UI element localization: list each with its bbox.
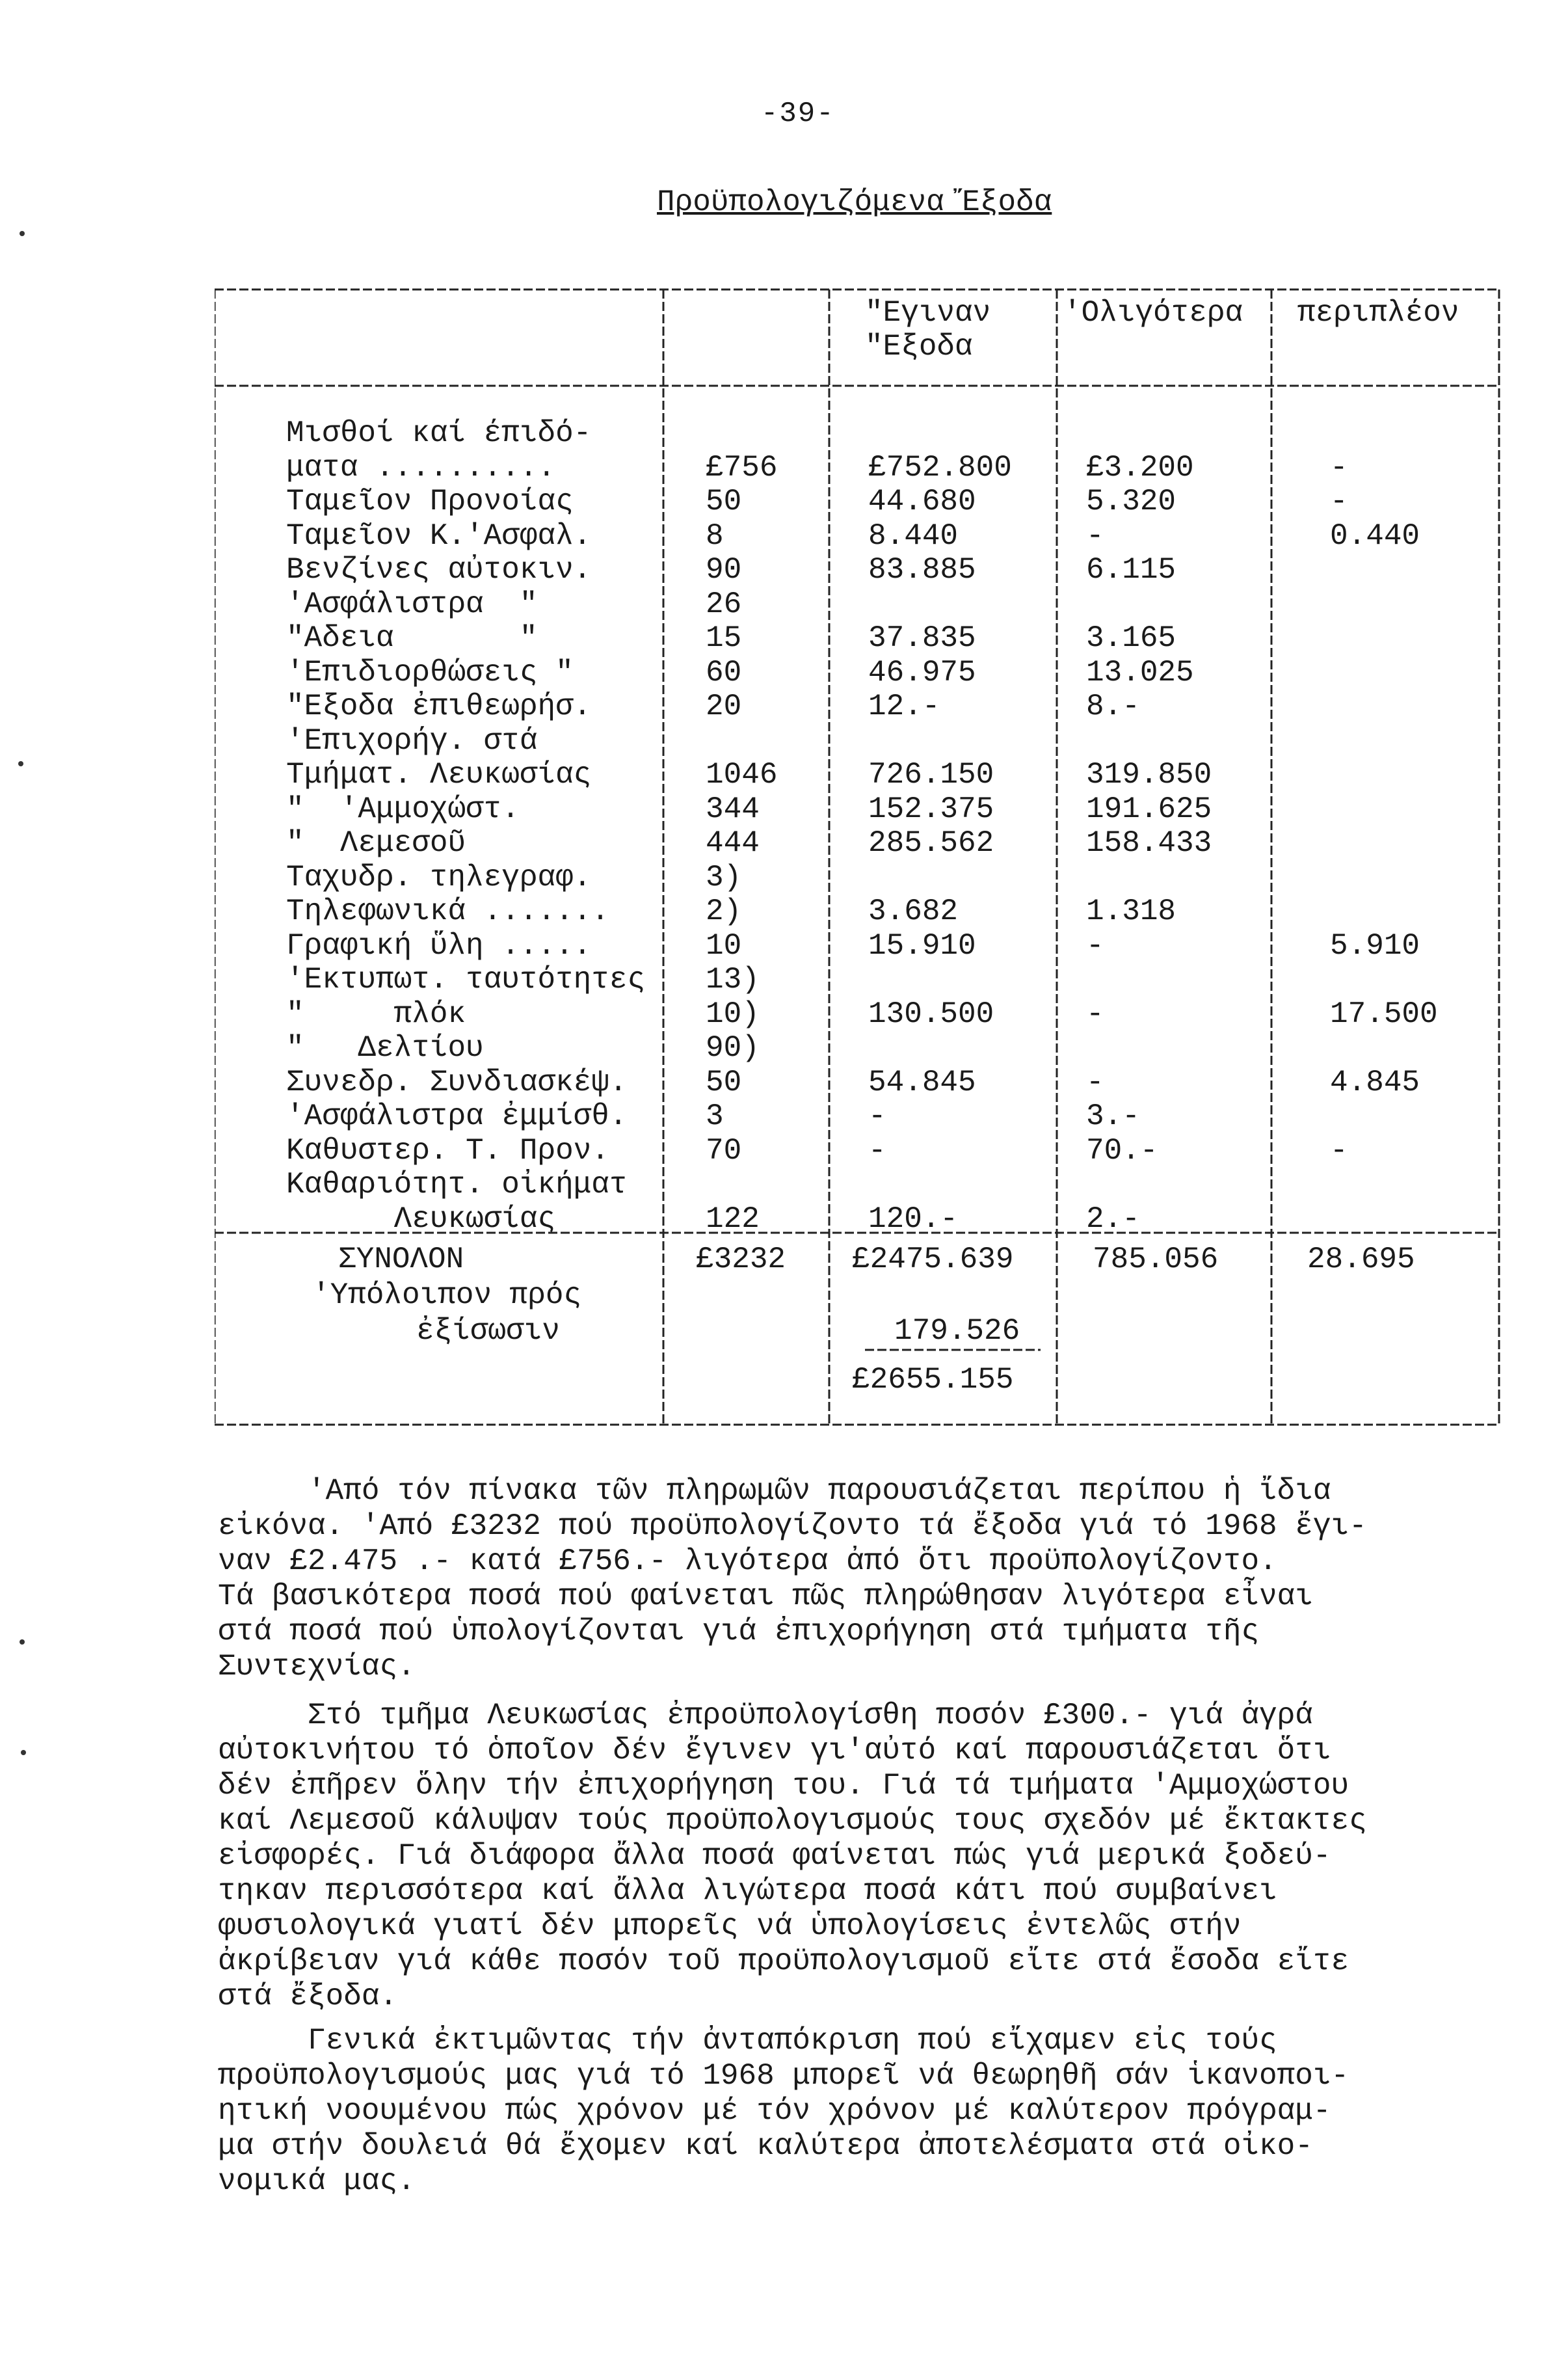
row-actual: - [868,1133,886,1168]
row-budget: 2) [706,894,742,928]
row-label: ματα .......... [286,450,556,485]
row-less: 70.- [1086,1133,1158,1168]
row-more: 5.910 [1330,928,1420,963]
row-budget: 60 [706,655,742,690]
row-less: 2.- [1086,1202,1140,1236]
total-less: 785.056 [1093,1243,1219,1276]
row-label: 'Ασφάλιστρα " [286,587,538,621]
text-line: καί Λεμεσοῦ κάλυψαν τούς προϋπολογισμούς τους σχεδόν μέ ἔκτακτες [218,1804,1367,1838]
text-line: νομικά μας. [218,2164,416,2198]
row-less: 191.625 [1086,792,1212,826]
margin-mark [18,761,23,766]
row-budget: 122 [706,1202,760,1236]
row-budget: 344 [706,792,760,826]
row-budget: 70 [706,1133,742,1168]
page-title: Προϋπολογιζόμενα Ἔξοδα [657,185,1052,219]
row-actual: 3.682 [868,894,959,928]
total-budget: £3232 [696,1243,786,1276]
total-label: ΣΥΝΟΛΟΝ [338,1243,464,1276]
row-budget: 10 [706,928,742,963]
row-budget: 444 [706,826,760,860]
paragraph [218,1473,1493,1684]
row-label: " 'Αμμοχώστ. [286,792,520,826]
row-label: "Αδεια " [286,621,538,655]
row-budget: 13) [706,963,760,997]
text-line: Γενικά ἐκτιμῶντας τήν ἀνταπόκριση πού εἴχαμεν εἰς τούς [218,2024,1277,2058]
text-line: 'Από τόν πίνακα τῶν πληρωμῶν παρουσιάζεται περίπου ἡ ἴδια [218,1474,1331,1508]
row-label: Μισθοί καί έπιδό- [286,416,592,450]
row-label: " Λεμεσοῦ [286,826,466,860]
text-line: Τά βασικότερα ποσά πού φαίνεται πῶς πληρώθησαν λιγότερα εἶναι [218,1580,1313,1613]
header-less: 'Ολιγότερα [1063,296,1243,330]
row-budget: 90 [706,553,742,587]
row-actual: 37.835 [868,621,976,655]
row-actual: 130.500 [868,997,994,1031]
row-less: 8.- [1086,690,1140,723]
header-actual-line2: "Εξοδα [865,330,973,364]
row-actual: 46.975 [868,655,976,690]
row-label: " Δελτίου [286,1031,484,1065]
row-label: Γραφική ὕλη ..... [286,928,592,963]
row-budget: 1046 [706,758,778,792]
row-budget: 8 [706,518,724,553]
row-budget: 50 [706,1065,742,1099]
row-more: 4.845 [1330,1065,1420,1099]
row-less: - [1086,518,1104,553]
row-budget: 90) [706,1031,760,1065]
text-line: Συντεχνίας. [218,1650,416,1684]
text-line: ἀκρίβειαν γιά κάθε ποσόν τοῦ προϋπολογισμοῦ εἴτε στά ἔσοδα εἴτε [218,1944,1349,1978]
balance-value: 179.526 [894,1314,1020,1348]
row-less: 13.025 [1086,655,1194,690]
row-actual: 44.680 [868,485,976,518]
text-line: στά ποσά πού ὑπολογίζονται γιά ἐπιχορήγηση στά τμήματα τῆς [218,1615,1260,1648]
text-line: δέν ἐπῆρεν ὅλην τήν ἐπιχορήγηση του. Γιά τά τμήματα 'Αμμοχώστου [218,1769,1349,1803]
row-less: £3.200 [1086,450,1194,485]
text-line: στά ἔξοδα. [218,1980,398,2013]
row-less: 3.165 [1086,621,1176,655]
row-actual: 285.562 [868,826,994,860]
row-label: Ταμεῖον Κ.'Ασφαλ. [286,518,592,553]
row-label: Τμήματ. Λευκωσίας [286,758,592,792]
row-budget: 26 [706,587,742,621]
row-less: 6.115 [1086,553,1176,587]
row-actual: - [868,1099,886,1133]
row-label: 'Επιδιορθώσεις " [286,655,574,690]
text-line: εἰσφορές. Γιά διάφορα ἄλλα ποσά φαίνεται πώς γιά μερικά ξοδεύ- [218,1839,1331,1873]
row-label: Λευκωσίας [286,1202,556,1236]
row-more: 0.440 [1330,518,1420,553]
total-actual: £2475.639 [852,1243,1014,1276]
header-more: περιπλέον [1297,296,1459,330]
grand-total: £2655.155 [852,1363,1014,1397]
text-line: Στό τμῆμα Λευκωσίας ἐπροϋπολογίσθη ποσόν £300.- γιά ἀγρά [218,1699,1313,1732]
text-line: εἰκόνα. 'Από £3232 πού προϋπολογίζοντο τά ἔξοδα γιά τό 1968 ἔγι- [218,1509,1367,1543]
paragraph [218,2023,1493,2199]
row-less: 3.- [1086,1099,1140,1133]
row-label: 'Επιχορήγ. στά [286,723,538,758]
row-label: "Εξοδα ἐπιθεωρήσ. [286,690,592,723]
row-budget: 20 [706,690,742,723]
row-actual: 726.150 [868,758,994,792]
row-less: - [1086,997,1104,1031]
row-budget: £756 [706,450,778,485]
row-more: - [1330,450,1348,485]
row-label: Βενζίνες αὐτοκιν. [286,553,592,587]
row-budget: 10) [706,997,760,1031]
row-budget: 15 [706,621,742,655]
row-budget: 50 [706,485,742,518]
margin-mark [20,1639,25,1645]
row-actual: £752.800 [868,450,1012,485]
row-label: Τηλεφωνικά ....... [286,894,609,928]
row-less: 158.433 [1086,826,1212,860]
header-actual-line1: "Εγιναν [865,296,991,330]
row-less: 1.318 [1086,894,1176,928]
row-budget: 3) [706,860,742,894]
margin-mark [20,231,25,236]
text-line: προϋπολογισμούς μας γιά τό 1968 μπορεῖ νά θεωρηθῆ σάν ἱκανοποι- [218,2059,1349,2093]
row-more: - [1330,1133,1348,1168]
row-less: 319.850 [1086,758,1212,792]
balance-label-2: ἐξίσωσιν [416,1314,560,1348]
text-line: ητική νοουμένου πώς χρόνον μέ τόν χρόνον μέ καλύτερον πρόγραμ- [218,2094,1331,2128]
text-line: μα στήν δουλειά θά ἔχομεν καί καλύτερα ἀποτελέσματα στά οἰκο- [218,2129,1313,2163]
paragraph [218,1698,1493,2014]
balance-label-1: 'Υπόλοιπον πρός [312,1278,582,1312]
row-more: - [1330,485,1348,518]
text-line: ναν £2.475 .- κατά £756.- λιγότερα ἀπό ὅτι προϋπολογίζοντο. [218,1544,1277,1578]
row-label: Συνεδρ. Συνδιασκέψ. [286,1065,628,1099]
text-line: αὐτοκινήτου τό ὁποῖον δέν ἔγινεν γι'αὐτό καί παρουσιάζεται ὅτι [218,1734,1331,1768]
row-actual: 152.375 [868,792,994,826]
page-number: -39- [761,98,835,130]
row-label: 'Ασφάλιστρα ἐμμίσθ. [286,1099,628,1133]
row-label: Ταμεῖον Προνοίας [286,485,574,518]
row-label: Καθαριότητ. οἰκήματ [286,1168,628,1202]
row-label: 'Εκτυπωτ. ταυτότητες [286,963,646,997]
row-less: - [1086,1065,1104,1099]
row-actual: 15.910 [868,928,976,963]
row-actual: 12.- [868,690,940,723]
text-line: φυσιολογικά γιατί δέν μπορεῖς νά ὑπολογίσεις ἐντελῶς στήν [218,1909,1242,1943]
row-budget: 3 [706,1099,724,1133]
margin-mark [21,1750,26,1755]
row-less: 5.320 [1086,485,1176,518]
row-actual: 120.- [868,1202,959,1236]
text-line: τηκαν περισσότερα καί ἄλλα λιγώτερα ποσά κάτι πού συμβαίνει [218,1874,1277,1908]
row-actual: 83.885 [868,553,976,587]
row-actual: 54.845 [868,1065,976,1099]
row-more: 17.500 [1330,997,1438,1031]
row-label: " πλόκ [286,997,466,1031]
row-less: - [1086,928,1104,963]
total-more: 28.695 [1307,1243,1415,1276]
row-actual: 8.440 [868,518,959,553]
row-label: Ταχυδρ. τηλεγραφ. [286,860,592,894]
expense-table [215,270,1502,1434]
row-label: Καθυστερ. Τ. Προν. [286,1133,609,1168]
